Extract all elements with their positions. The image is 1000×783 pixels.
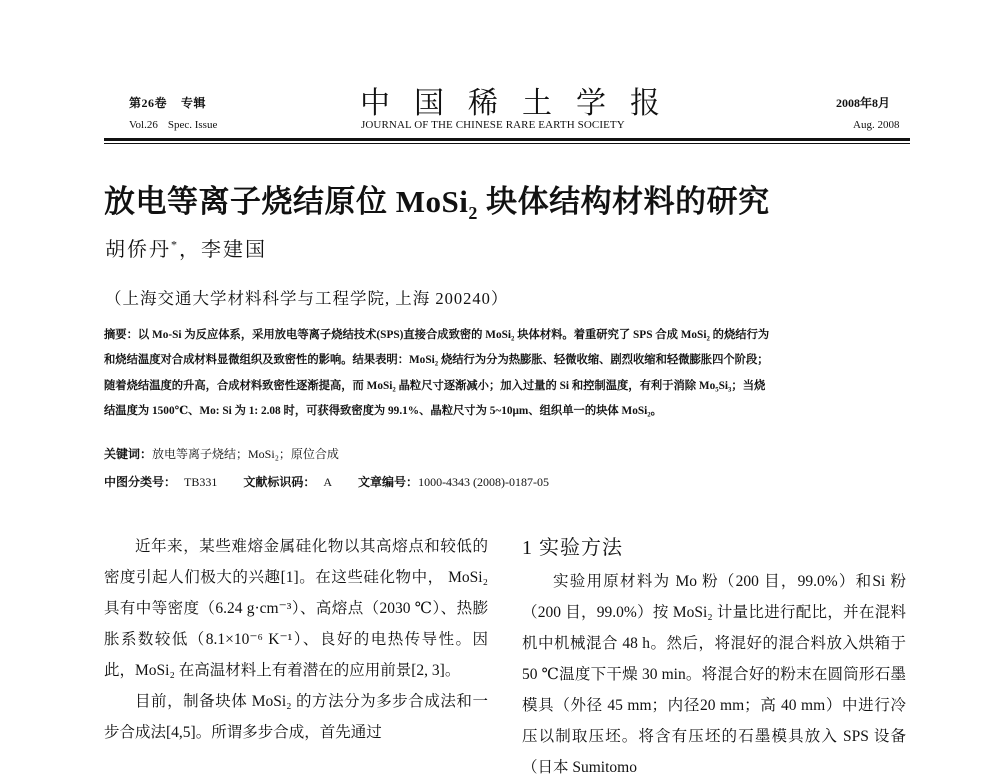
corresponding-mark: * <box>171 237 179 252</box>
body-line: 有压坯的石墨模具放入 SPS 设备（日本 Sumitomo <box>522 728 906 776</box>
body-left-column <box>104 531 488 748</box>
body-paragraph <box>104 531 488 686</box>
keywords-text: 放电等离子烧结；MoSi₂；原位合成 <box>152 447 339 461</box>
paper-title <box>104 176 770 224</box>
volume-label-en: Vol.26 <box>129 119 158 131</box>
body-line: 中， MoSi₂ 具有中等密度（6.24 g·cm⁻³）、高熔点 <box>104 569 488 617</box>
issue-label-en: Spec. Issue <box>167 119 218 131</box>
date-cn: 2008年8月 <box>836 96 891 110</box>
abstract-text: 以 Mo-Si 为反应体系，采用放电等离子烧结技术(SPS)直接合成致密的 MoSi₂ 块体材料。着重研究了 SPS 合成 MoSi₂ 的烧结行为 <box>137 329 770 341</box>
abstract-line <box>104 323 906 348</box>
body-line: 潜在的应用前景[2, 3]。 <box>302 662 461 679</box>
body-line: 好的电热传导性。因此，MoSi₂ 在高温材料上有着 <box>104 631 488 679</box>
body-line: 目前，制备块体 MoSi₂ 的方法分为多步合成 <box>135 693 441 710</box>
volume-en <box>129 119 227 131</box>
body-line: 并在混料机中机械混合 48 h。然后，将混好的混 <box>522 604 906 652</box>
volume-cn <box>129 94 220 111</box>
header-rule-thick <box>104 138 910 141</box>
journal-title-cn: 中国稀土学报 <box>360 87 684 120</box>
abstract <box>104 323 906 424</box>
clc-label: 中图分类号： <box>104 475 177 489</box>
classification <box>104 473 575 490</box>
affiliation: （上海交通大学材料科学与工程学院, 上海 200240） <box>105 289 509 308</box>
abstract-line: 和烧结温度对合成材料显微组织及致密性的影响。结果表明：MoSi₂ 烧结行为分为热膨胀、轻微收缩、剧烈收缩和轻微膨胀四个阶段； <box>104 354 769 367</box>
title-subscript: 2 <box>468 203 478 224</box>
abstract-label: 摘要： <box>104 329 138 341</box>
body-paragraph <box>522 566 906 783</box>
header-rule-thin <box>104 143 910 144</box>
title-part: 块体结构材料的研究 <box>477 184 770 219</box>
body-line: 好的粉末在圆筒形石墨模具（外径 45 mm；内径 <box>522 666 906 714</box>
body-line: 近年来，某些难熔金属硅化物以其高熔点和 <box>135 538 441 555</box>
keywords <box>104 445 339 462</box>
body-line: 合料放入烘箱于 50 ℃温度下干燥 30 min。将混合 <box>522 635 906 683</box>
doc-code-value: A <box>323 475 333 489</box>
body-line: （2030 ℃）、热膨胀系数较低（8.1×10⁻⁶ K⁻¹）、良 <box>104 600 488 648</box>
issue-label-cn: 专辑 <box>181 96 207 110</box>
author-2: ，李建国 <box>179 239 267 261</box>
keywords-label: 关键词： <box>104 447 153 461</box>
authors <box>105 233 267 262</box>
body-paragraph <box>104 686 488 748</box>
body-line: Si 粉（200 目，99.0%）按 MoSi₂ 计量比进行配比， <box>522 573 906 621</box>
volume-label-cn: 第26卷 <box>129 96 168 110</box>
body-right-column <box>522 566 906 783</box>
body-line: 20 mm；高 40 mm）中进行冷压以制取压坯。将含 <box>522 697 906 745</box>
clc-value: TB331 <box>184 475 218 489</box>
section-heading: 1 实验方法 <box>522 537 623 559</box>
abstract-line: 结温度为 1500℃、Mo: Si 为 1: 2.08 时，可获得致密度为 99.1%、晶粒尺寸为 5~10μm、组织单一的块体 MoSi₂。 <box>104 404 662 417</box>
date-en: Aug. 2008 <box>853 119 900 131</box>
body-line: 法和一步合成法[4,5]。所谓多步合成，首先通过 <box>104 693 488 741</box>
journal-title-en: JOURNAL OF THE CHINESE RARE EARTH SOCIETY <box>361 119 625 131</box>
article-id-value: 1000-4343 (2008)-0187-05 <box>418 475 550 489</box>
doc-code-label: 文献标识码： <box>243 475 316 489</box>
body-line: 实验用原材料为 Mo 粉（200 目，99.0%）和 <box>553 573 873 590</box>
title-part: 放电等离子烧结原位 MoSi <box>104 184 469 219</box>
author-1: 胡侨丹 <box>105 239 171 261</box>
body-line: 较低的密度引起人们极大的兴趣[1]。在这些硅化物 <box>104 538 488 586</box>
article-id-label: 文章编号： <box>358 475 419 489</box>
abstract-line: 随着烧结温度的升高，合成材料致密性逐渐提高，而 MoSi₂ 晶粒尺寸逐渐减小；加入过量的 Si 和控制温度，有利于消除 Mo₅Si₃；当烧 <box>104 379 766 392</box>
